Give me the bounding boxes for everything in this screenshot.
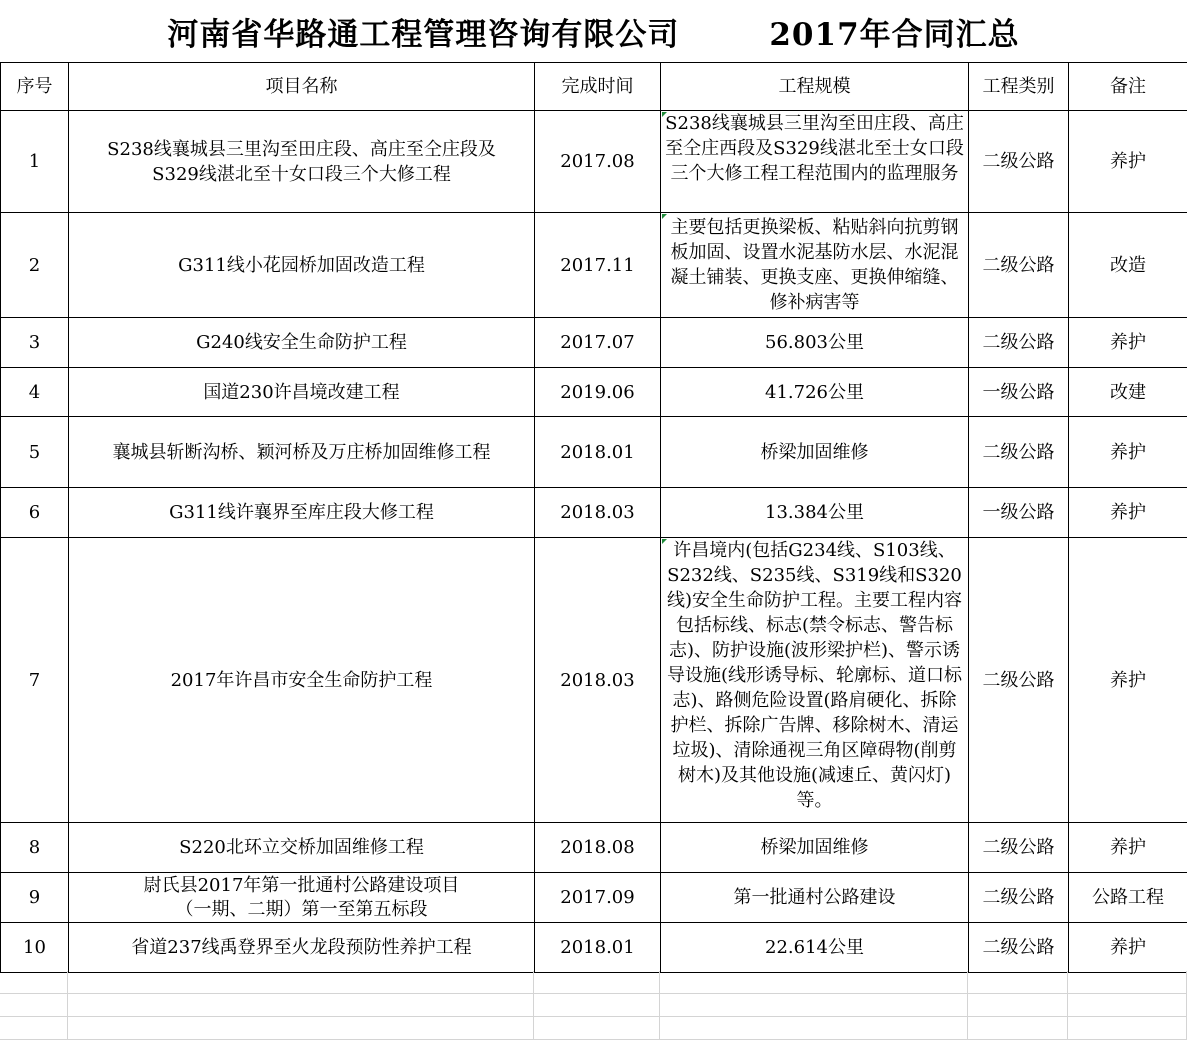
empty-cell[interactable] bbox=[660, 971, 968, 994]
empty-cell[interactable] bbox=[1068, 994, 1187, 1017]
cell-type[interactable]: 二级公路 bbox=[969, 538, 1069, 823]
cell-note[interactable]: 养护 bbox=[1069, 538, 1187, 823]
table-row bbox=[1, 318, 1187, 368]
cell-name[interactable]: G240线安全生命防护工程 bbox=[69, 318, 535, 368]
cell-name[interactable]: 襄城县斩断沟桥、颖河桥及万庄桥加固维修工程 bbox=[69, 417, 535, 488]
empty-cell[interactable] bbox=[968, 1017, 1068, 1040]
cell-note[interactable]: 公路工程 bbox=[1069, 873, 1187, 923]
cell-scale[interactable]: 13.384公里 bbox=[661, 488, 969, 538]
cell-type[interactable]: 一级公路 bbox=[969, 488, 1069, 538]
header-note[interactable]: 备注 bbox=[1069, 63, 1187, 111]
cell-name[interactable]: 2017年许昌市安全生命防护工程 bbox=[69, 538, 535, 823]
table-row bbox=[1, 368, 1187, 417]
cell-scale-text: 主要包括更换梁板、粘贴斜向抗剪钢板加固、设置水泥基防水层、水泥混凝土铺装、更换支座、更换伸缩缝、修补病害等 bbox=[670, 217, 959, 313]
header-type[interactable]: 工程类别 bbox=[969, 63, 1069, 111]
cell-type[interactable]: 二级公路 bbox=[969, 873, 1069, 923]
contract-table bbox=[0, 62, 1187, 973]
table-row bbox=[1, 923, 1187, 973]
empty-row bbox=[0, 971, 1187, 994]
cell-no[interactable]: 3 bbox=[1, 318, 69, 368]
cell-date[interactable]: 2017.08 bbox=[535, 111, 661, 213]
empty-cell[interactable] bbox=[660, 1017, 968, 1040]
cell-scale[interactable]: 第一批通村公路建设 bbox=[661, 873, 969, 923]
cell-date[interactable]: 2018.03 bbox=[535, 488, 661, 538]
empty-cell[interactable] bbox=[0, 994, 68, 1017]
cell-note[interactable]: 改建 bbox=[1069, 368, 1187, 417]
cell-date[interactable]: 2017.11 bbox=[535, 213, 661, 318]
cell-no[interactable]: 5 bbox=[1, 417, 69, 488]
empty-cell[interactable] bbox=[1068, 971, 1187, 994]
cell-type[interactable]: 二级公路 bbox=[969, 213, 1069, 318]
cell-type[interactable]: 二级公路 bbox=[969, 111, 1069, 213]
cell-name[interactable]: S220北环立交桥加固维修工程 bbox=[69, 823, 535, 873]
empty-cell[interactable] bbox=[968, 994, 1068, 1017]
empty-cell[interactable] bbox=[660, 994, 968, 1017]
empty-cell[interactable] bbox=[1068, 1017, 1187, 1040]
company-name: 河南省华路通工程管理咨询有限公司 bbox=[167, 16, 680, 53]
cell-scale-text: 许昌境内(包括G234线、S103线、S232线、S235线、S319线和S320线)安全生命防护工程。主要工程内容包括标线、标志(禁令标志、警告标志)、防护设施(波形梁护栏)、警示诱导设施(线形诱导标、轮廓标、道口标志)、路侧危险设置(路肩硬化、拆除护栏、拆除广告牌、移除树木、清运垃圾)、清除通视三角区障碍物(削剪树木)及其他设施(减速丘、黄闪灯)等。 bbox=[666, 540, 963, 811]
empty-sheet-rows bbox=[0, 971, 1187, 1040]
cell-no[interactable]: 7 bbox=[1, 538, 69, 823]
cell-name[interactable]: 省道237线禹登界至火龙段预防性养护工程 bbox=[69, 923, 535, 973]
empty-cell[interactable] bbox=[534, 994, 660, 1017]
cell-note[interactable]: 养护 bbox=[1069, 318, 1187, 368]
cell-date[interactable]: 2019.06 bbox=[535, 368, 661, 417]
empty-cell[interactable] bbox=[68, 994, 534, 1017]
cell-type[interactable]: 二级公路 bbox=[969, 923, 1069, 973]
cell-scale[interactable]: 56.803公里 bbox=[661, 318, 969, 368]
cell-date[interactable]: 2017.07 bbox=[535, 318, 661, 368]
cell-type[interactable]: 二级公路 bbox=[969, 823, 1069, 873]
empty-cell[interactable] bbox=[534, 1017, 660, 1040]
header-no[interactable]: 序号 bbox=[1, 63, 69, 111]
cell-scale[interactable]: 41.726公里 bbox=[661, 368, 969, 417]
comment-flag-icon bbox=[662, 112, 667, 117]
empty-cell[interactable] bbox=[0, 971, 68, 994]
table-row bbox=[1, 538, 1187, 823]
table-row bbox=[1, 417, 1187, 488]
cell-type[interactable]: 二级公路 bbox=[969, 417, 1069, 488]
cell-name[interactable]: G311线许襄界至库庄段大修工程 bbox=[69, 488, 535, 538]
cell-scale[interactable]: 桥梁加固维修 bbox=[661, 823, 969, 873]
header-row bbox=[1, 63, 1187, 111]
cell-date[interactable]: 2018.08 bbox=[535, 823, 661, 873]
cell-no[interactable]: 9 bbox=[1, 873, 69, 923]
cell-scale-text: S238线襄城县三里沟至田庄段、高庄至仝庄西段及S329线湛北至士女口段三个大修工程工程范围内的监理服务 bbox=[665, 113, 964, 184]
cell-note[interactable]: 养护 bbox=[1069, 923, 1187, 973]
cell-scale[interactable] bbox=[661, 538, 969, 823]
table-row bbox=[1, 823, 1187, 873]
summary-title: 2017年合同汇总 bbox=[769, 16, 1020, 53]
cell-scale[interactable]: 桥梁加固维修 bbox=[661, 417, 969, 488]
cell-no[interactable]: 10 bbox=[1, 923, 69, 973]
cell-date[interactable]: 2017.09 bbox=[535, 873, 661, 923]
cell-no[interactable]: 6 bbox=[1, 488, 69, 538]
cell-note[interactable]: 养护 bbox=[1069, 111, 1187, 213]
cell-scale[interactable] bbox=[661, 213, 969, 318]
cell-date[interactable]: 2018.01 bbox=[535, 417, 661, 488]
cell-type[interactable]: 二级公路 bbox=[969, 318, 1069, 368]
header-scale[interactable]: 工程规模 bbox=[661, 63, 969, 111]
empty-cell[interactable] bbox=[68, 971, 534, 994]
cell-note[interactable]: 改造 bbox=[1069, 213, 1187, 318]
header-name[interactable]: 项目名称 bbox=[69, 63, 535, 111]
sheet-title bbox=[0, 0, 1187, 62]
table-row bbox=[1, 873, 1187, 923]
cell-scale[interactable]: 22.614公里 bbox=[661, 923, 969, 973]
cell-note[interactable]: 养护 bbox=[1069, 823, 1187, 873]
empty-cell[interactable] bbox=[534, 971, 660, 994]
cell-type[interactable]: 一级公路 bbox=[969, 368, 1069, 417]
empty-cell[interactable] bbox=[968, 971, 1068, 994]
table-row bbox=[1, 488, 1187, 538]
header-date[interactable]: 完成时间 bbox=[535, 63, 661, 111]
cell-date[interactable]: 2018.01 bbox=[535, 923, 661, 973]
cell-no[interactable]: 8 bbox=[1, 823, 69, 873]
cell-note[interactable]: 养护 bbox=[1069, 417, 1187, 488]
comment-flag-icon bbox=[662, 214, 667, 219]
cell-name[interactable]: G311线小花园桥加固改造工程 bbox=[69, 213, 535, 318]
cell-scale[interactable] bbox=[661, 111, 969, 213]
comment-flag-icon bbox=[662, 539, 667, 544]
cell-note[interactable]: 养护 bbox=[1069, 488, 1187, 538]
cell-no[interactable]: 4 bbox=[1, 368, 69, 417]
empty-cell[interactable] bbox=[68, 1017, 534, 1040]
cell-name[interactable]: 国道230许昌境改建工程 bbox=[69, 368, 535, 417]
empty-row bbox=[0, 1017, 1187, 1040]
table-row bbox=[1, 213, 1187, 318]
empty-row bbox=[0, 994, 1187, 1017]
table-row bbox=[1, 111, 1187, 213]
cell-no[interactable]: 1 bbox=[1, 111, 69, 213]
empty-cell[interactable] bbox=[0, 1017, 68, 1040]
cell-date[interactable]: 2018.03 bbox=[535, 538, 661, 823]
cell-name[interactable]: 尉氏县2017年第一批通村公路建设项目（一期、二期）第一至第五标段 bbox=[69, 873, 535, 923]
cell-name[interactable]: S238线襄城县三里沟至田庄段、高庄至仝庄段及S329线湛北至十女口段三个大修工程 bbox=[69, 111, 535, 213]
cell-no[interactable]: 2 bbox=[1, 213, 69, 318]
